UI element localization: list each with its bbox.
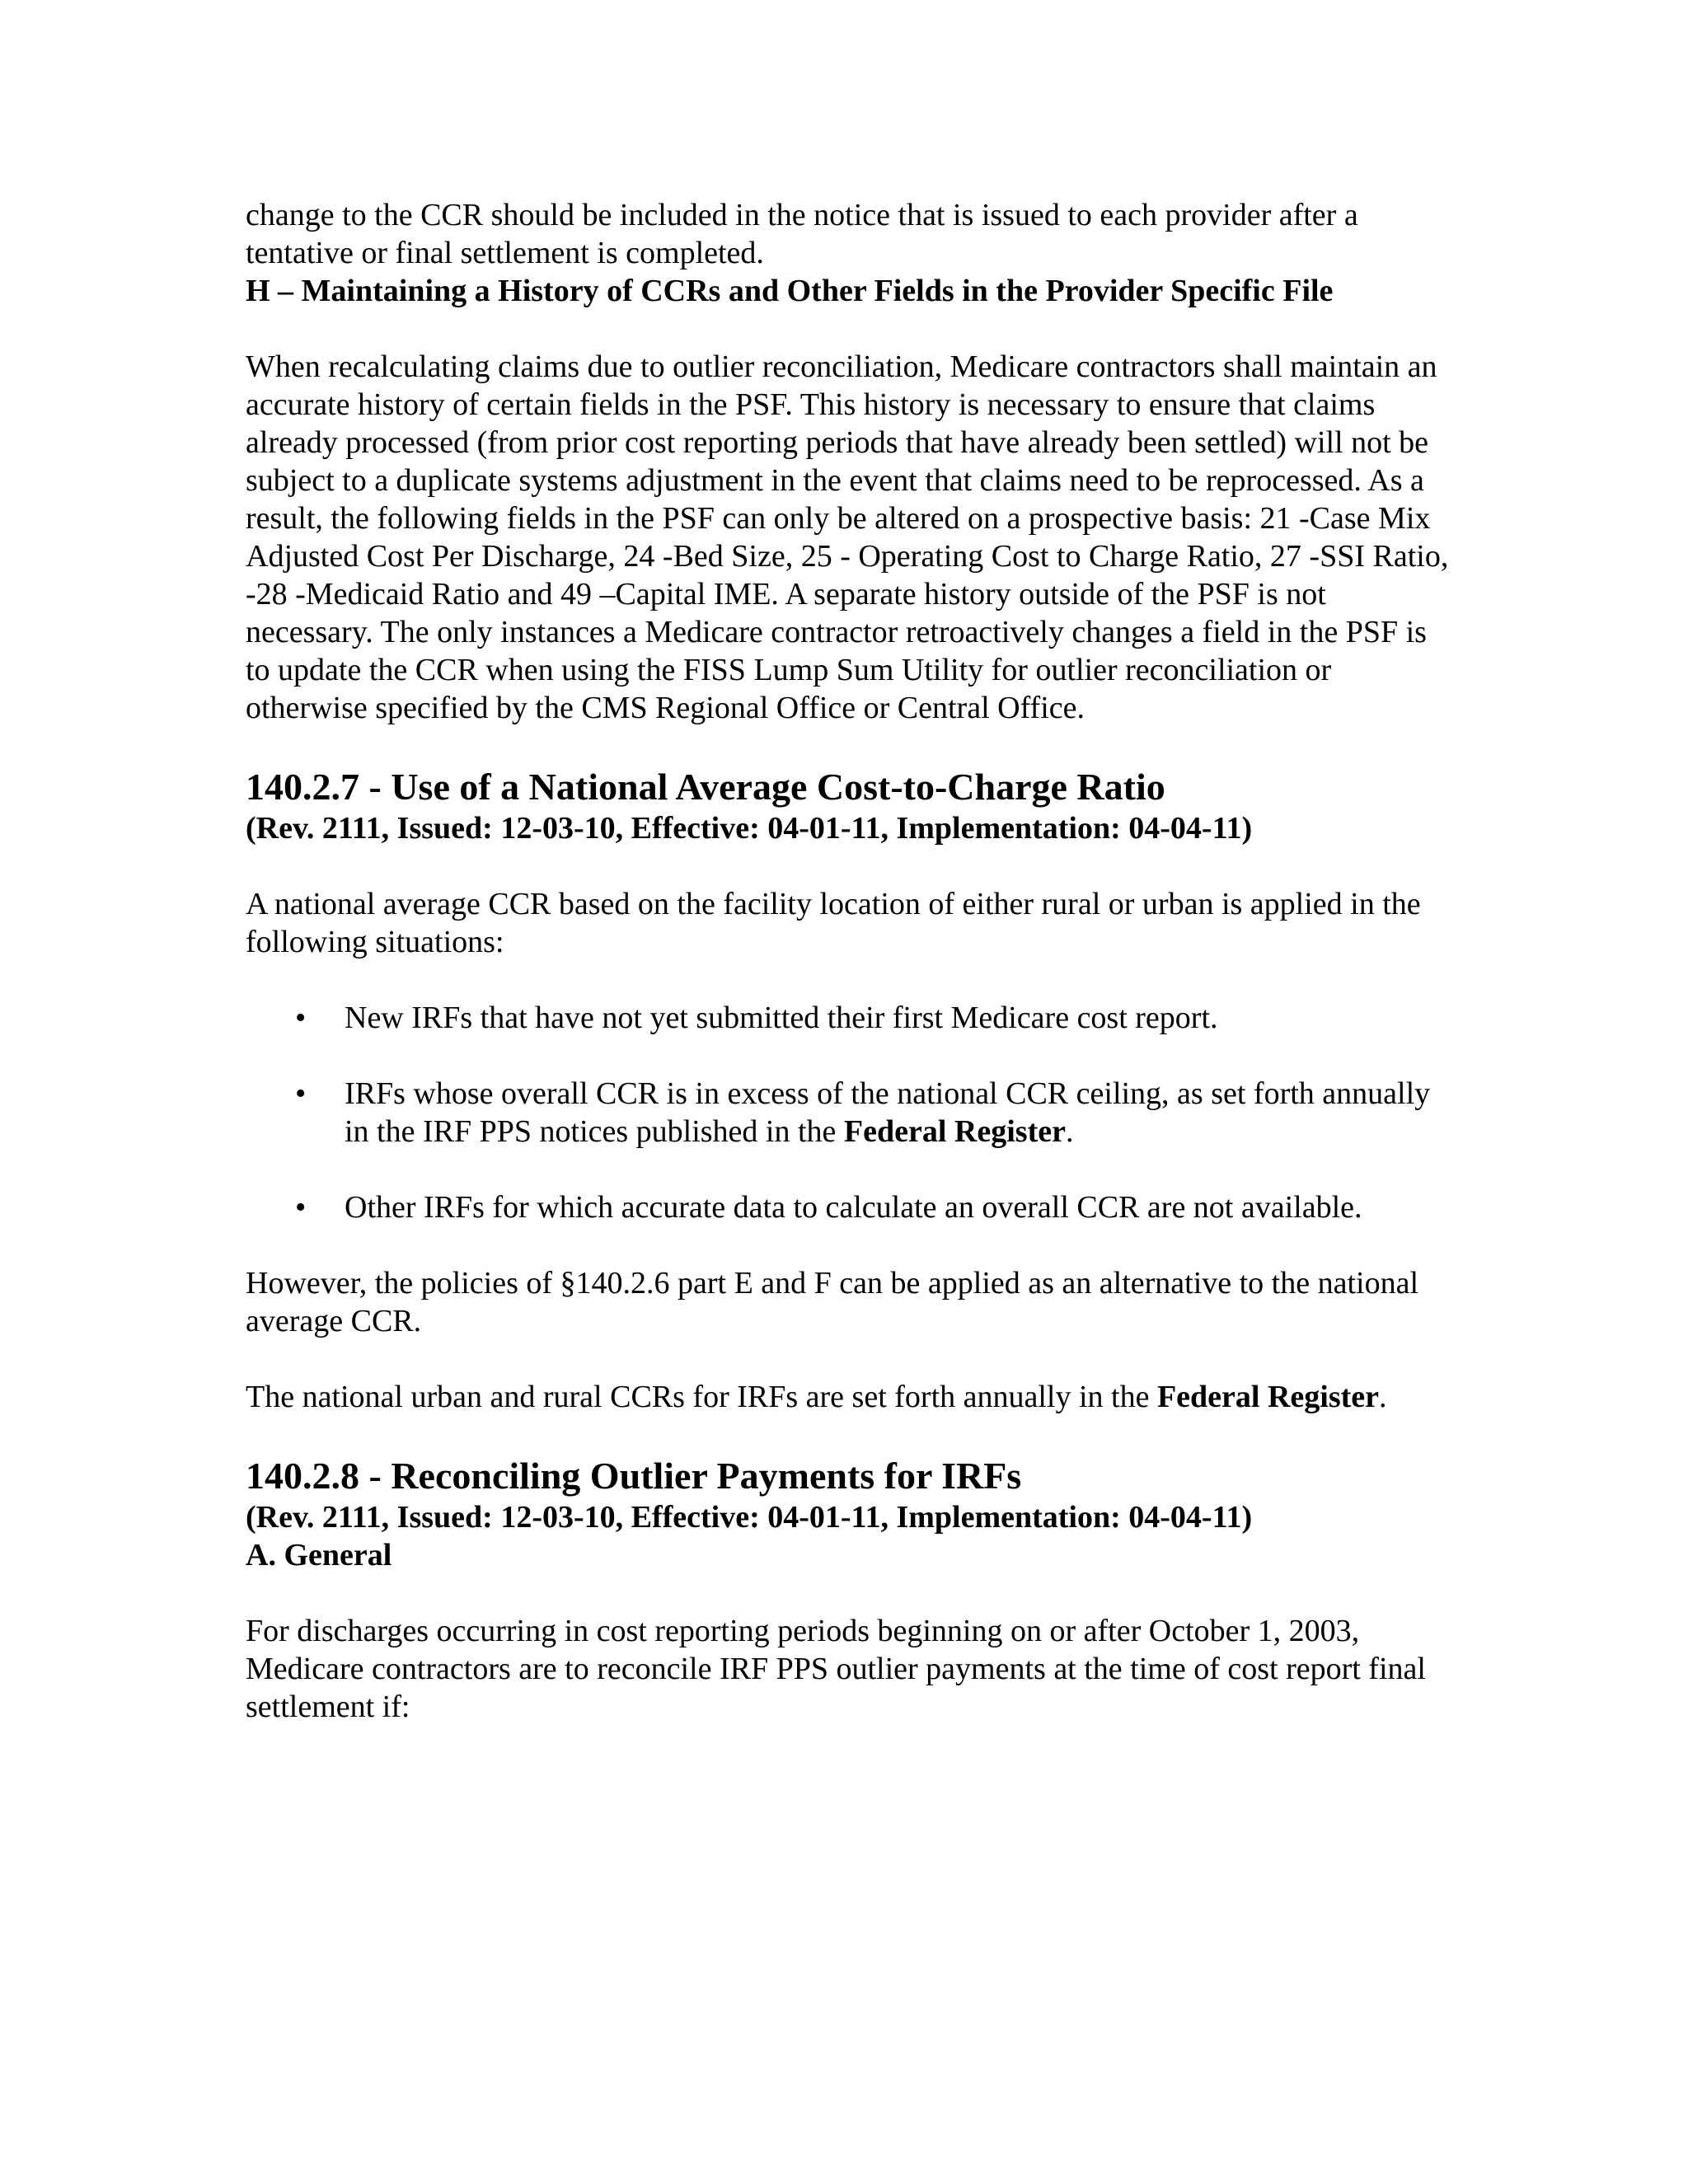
- list-item-text: New IRFs that have not yet submitted their first Medicare cost report.: [345, 1001, 1218, 1035]
- list-item-text-end: .: [1065, 1114, 1074, 1149]
- federal-register-emphasis: Federal Register: [843, 1114, 1066, 1149]
- list-item: [246, 1188, 1449, 1226]
- situations-list: [246, 999, 1449, 1226]
- heading-h-history: H – Maintaining a History of CCRs and Other Fields in the Provider Specific File: [246, 274, 1334, 308]
- paragraph-alternative-policy: However, the policies of §140.2.6 part E and F can be applied as an alternative to the national average CCR.: [246, 1266, 1419, 1338]
- heading-a-general: A. General: [246, 1538, 392, 1572]
- section-140-2-7: [246, 765, 1449, 1416]
- paragraph-national-ccr: A national average CCR based on the facility location of either rural or urban is applied in the following situations:: [246, 887, 1421, 959]
- bullet-icon: •: [295, 1190, 307, 1225]
- document-page: [246, 196, 1449, 1726]
- bullet-icon: •: [295, 1001, 307, 1035]
- paragraph-text: The national urban and rural CCRs for IRFs are set forth annually in the: [246, 1380, 1157, 1414]
- section-140-2-8: [246, 1454, 1449, 1726]
- paragraph-reconcile: For discharges occurring in cost reporting periods beginning on or after October 1, 2003, Medicare contractors are to reconcile IRF PPS outlier payments at the time of cost report final settlement if:: [246, 1614, 1426, 1724]
- paragraph-federal-register: [246, 1378, 1449, 1416]
- section-title-140-2-7: 140.2.7 - Use of a National Average Cost-to-Charge Ratio: [246, 766, 1165, 808]
- revision-line-140-2-8: (Rev. 2111, Issued: 12-03-10, Effective: 04-01-11, Implementation: 04-04-11): [246, 1500, 1253, 1535]
- paragraph-history: When recalculating claims due to outlier reconciliation, Medicare contractors shall maintain an accurate history of certain fields in the PSF. This history is necessary to ensure that claims already processed (from prior cost reporting periods that have already been settled) will not be subject to a duplicate systems adjustment in the event that claims need to be reprocessed. As a result, the following fields in the PSF can only be altered on a prospective basis: 21 -Case Mix Adjusted Cost Per Discharge, 24 -Bed Size, 25 - Operating Cost to Charge Ratio, 27 -SSI Ratio, -28 -Medicaid Ratio and 49 –Capital IME. A separate history outside of the PSF is not necessary. The only instances a Medicare contractor retroactively changes a field in the PSF is to update the CCR when using the FISS Lump Sum Utility for outlier reconciliation or otherwise specified by the CMS Regional Office or Central Office.: [246, 349, 1449, 725]
- intro-paragraph: change to the CCR should be included in the notice that is issued to each provider after a tentative or final settlement is completed.: [246, 198, 1358, 270]
- section-title-140-2-8: 140.2.8 - Reconciling Outlier Payments for IRFs: [246, 1455, 1022, 1497]
- list-item: [246, 999, 1449, 1037]
- revision-line-140-2-7: (Rev. 2111, Issued: 12-03-10, Effective: 04-01-11, Implementation: 04-04-11): [246, 811, 1253, 846]
- federal-register-emphasis: Federal Register: [1156, 1380, 1379, 1414]
- list-item: [246, 1075, 1449, 1151]
- list-item-text: Other IRFs for which accurate data to calculate an overall CCR are not available.: [345, 1190, 1362, 1225]
- paragraph-text-end: .: [1379, 1380, 1387, 1414]
- list-item-text: IRFs whose overall CCR is in excess of the national CCR ceiling, as set forth annually in the IRF PPS notices published in the: [345, 1076, 1431, 1149]
- bullet-icon: •: [295, 1076, 307, 1111]
